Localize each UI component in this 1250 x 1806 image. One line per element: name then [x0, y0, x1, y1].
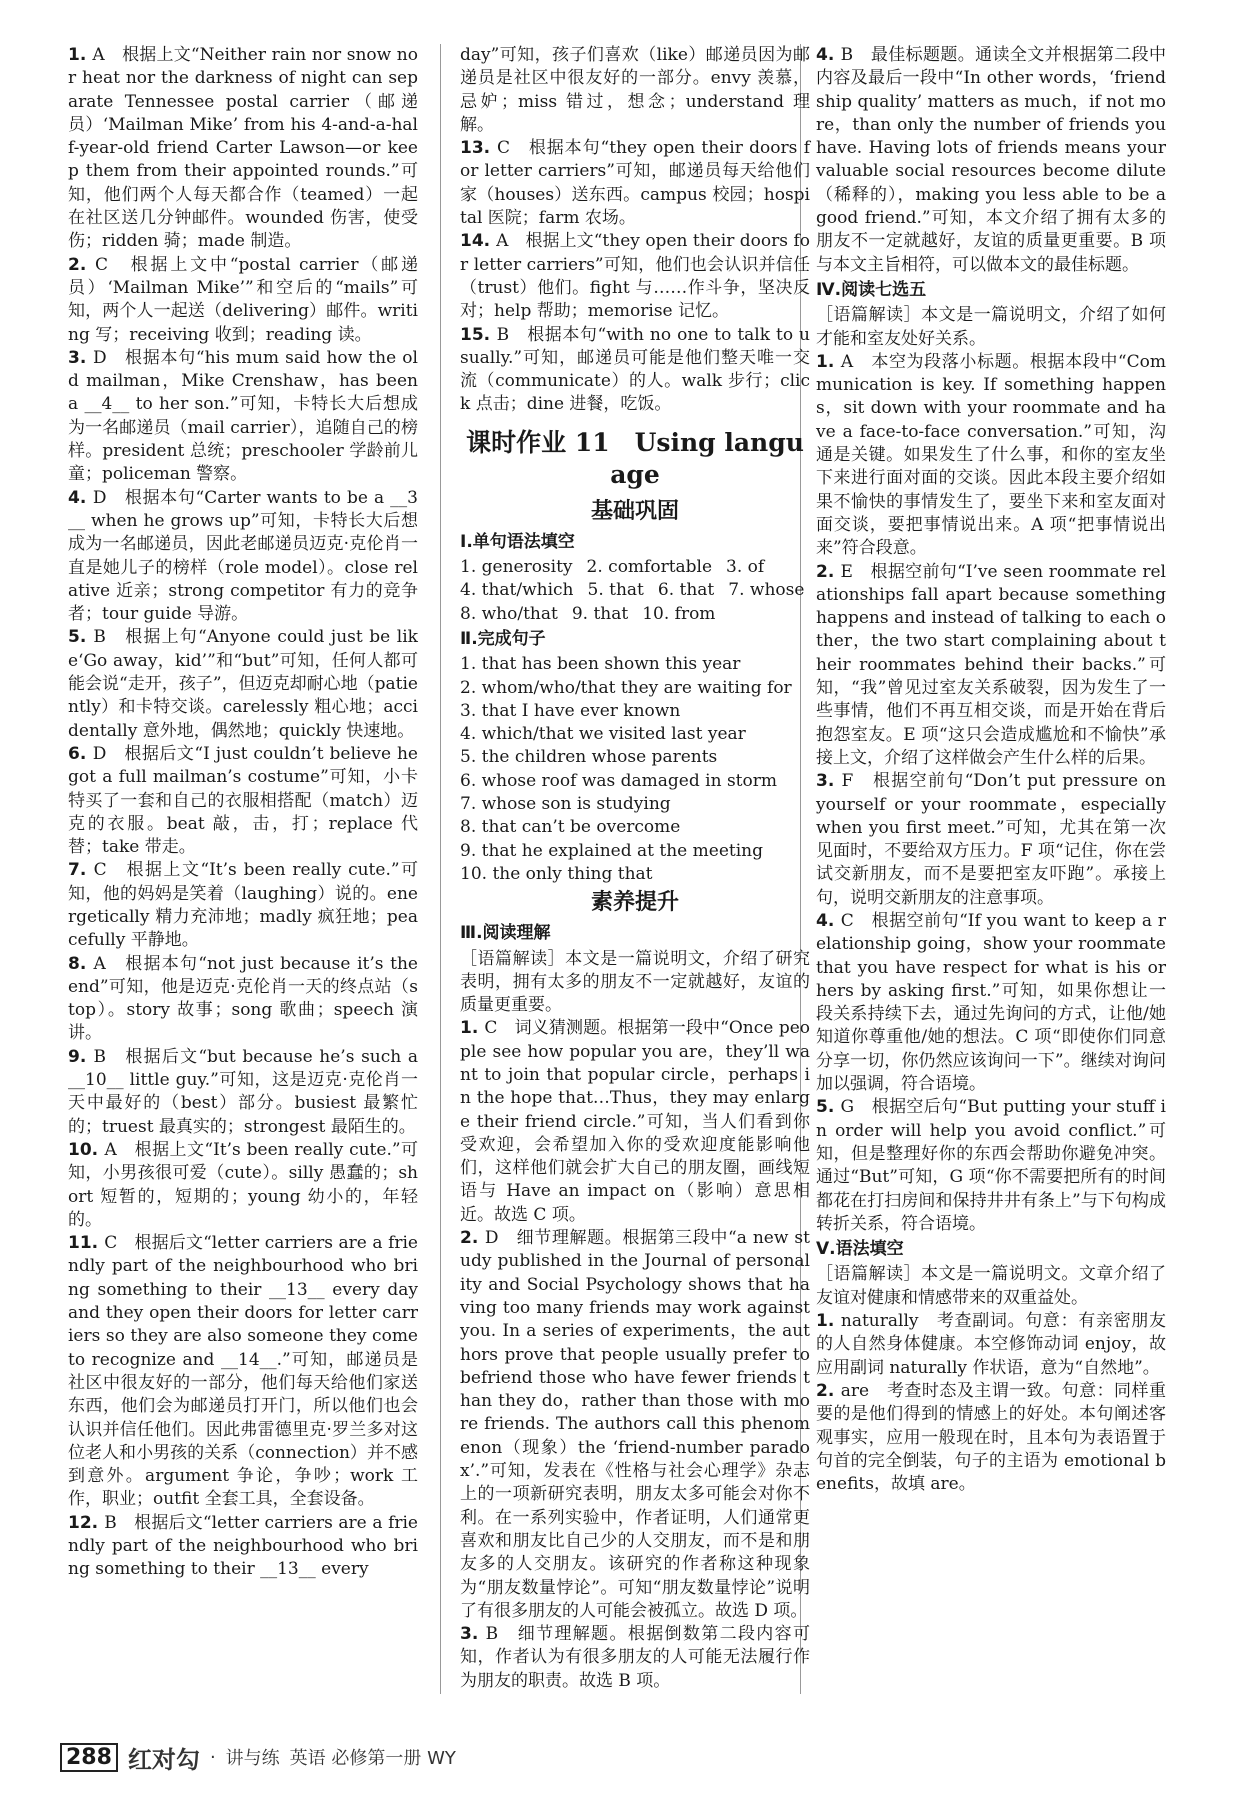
answer-item: [68, 626, 418, 742]
section-advanced: 素养提升: [590, 890, 679, 916]
answer-cell: 8. who/that: [460, 603, 558, 624]
answer-number: 2.: [460, 1228, 485, 1249]
answer-line: 9. that he explained at the meeting: [460, 840, 763, 861]
section-4-title: Ⅳ.阅读七选五: [816, 279, 927, 300]
section-1-title: Ⅰ.单句语法填空: [460, 531, 575, 552]
answer-cell: 2. comfortable: [586, 557, 713, 578]
answer-cell: 5. that: [587, 580, 644, 601]
answer-number: 3.: [816, 771, 842, 792]
answer-text: A 本空为段落小标题。根据本段中“Communication is key. If something happens，sit down with your roommate and have a face-to-face conversation.”可知，沟通是关键。如果发生了什么事，和你的室友坐下来进行面对面的交谈。因此本段主要介绍如果不愉快的事情发生了，要坐下来和室友面对面交谈，要把事情说出来。A 项“把事情说出来”符合段意。: [816, 351, 1166, 559]
answer-text: day”可知，孩子们喜欢（like）邮递员因为邮递员是社区中很友好的一部分。envy 羡慕，忌妒；miss 错过，想念；understand 理解。: [460, 45, 810, 135]
answer-number: 4.: [816, 910, 841, 931]
passage-intro: ［语篇解读］本文是一篇说明文。文章介绍了友谊对健康和情感带来的双重益处。: [816, 1264, 1166, 1308]
answer-text: C 根据本句“they open their doors for letter carriers”可知，邮递员每天给他们家（houses）送东西。campus 校园；hospital 医院；farm 农场。: [460, 138, 810, 229]
answer-item: [816, 351, 1166, 561]
answer-number: 4.: [68, 487, 93, 508]
section-2-title: Ⅱ.完成句子: [460, 628, 546, 649]
page-footer: [60, 1740, 456, 1774]
answer-text: E 根据空前句“I’ve seen roommate relationships fall apart because something happens and instead of talking to each other，the two start complaining about their roommates behind their backs.”可知，“我”曾见过室友关系破裂，因为发生了一些事情，他们不再互相交谈，而是开始在背后抱怨室友。E 项“这只会造成尴尬和不愉快”承接上文，介绍了这样做会产生什么样的后果。: [816, 561, 1166, 768]
answer-number: 11.: [68, 1233, 105, 1254]
answer-item: [816, 910, 1166, 1096]
answer-item: [816, 44, 1166, 277]
section-basic: 基础巩固: [590, 498, 679, 524]
answer-item: [460, 230, 810, 323]
section-5-title: Ⅴ.语法填空: [816, 1239, 904, 1260]
answer-line: 1. that has been shown this year: [460, 654, 741, 675]
answer-text: F 根据空前句“Don’t put pressure on yourself or your roommate，especially when you first meet.”可知，尤其在第一次见面时，不要给双方压力。F 项“记住，你在尝试交新朋友，而不是要把室友吓跑”。承接上句，说明交新朋友的注意事项。: [816, 771, 1166, 908]
answer-item: [460, 1227, 810, 1623]
answer-number: 9.: [68, 1046, 94, 1067]
answer-number: 15.: [460, 324, 497, 345]
answer-text: B 根据后文“letter carriers are a friendly part of the neighbourhood who bring something to their __13__ every: [68, 1512, 418, 1580]
answer-text: A 根据上文“It’s been really cute.”可知，小男孩很可爱（cute）。silly 愚蠢的；short 短暂的，短期的；young 幼小的，年轻的。: [68, 1139, 418, 1230]
answer-number: 1.: [460, 1018, 485, 1039]
answer-text: D 根据本句“Carter wants to be a __3__ when he grows up”可知，卡特长大后想成为一名邮递员，因此老邮递员迈克·克伦肖一直是她儿子的榜样（role model）。close relative 近亲；strong competitor 有力的竞争者；tour guide 导游。: [68, 487, 418, 625]
answer-cell: 10. from: [642, 603, 716, 624]
answer-number: 1.: [68, 45, 93, 65]
answer-text: D 根据后文“I just couldn’t believe he got a full mailman’s costume”可知，小卡特买了一套和自己的衣服相搭配（match）迈克的衣服。beat 敲，击，打；replace 代替；take 带走。: [68, 743, 418, 858]
passage-intro: ［语篇解读］本文是一篇说明文，介绍了如何才能和室友处好关系。: [816, 305, 1166, 349]
reading-answers-continued: [816, 44, 1166, 277]
answer-text: A 根据上文“Neither rain nor snow nor heat nor the darkness of night can separate Tennessee postal carrier（邮递员）‘Mailman Mike’ from his 4-and-a-half-year-old friend Carter Lawson—or keep them from their appointed rounds.”可知，他们两个人每天都合作（teamed）一起在社区送几分钟邮件。wounded 伤害，使受伤；ridden 骑；made 制造。: [68, 45, 418, 252]
answer-number: 7.: [68, 860, 94, 881]
reading-answers: [460, 1017, 810, 1693]
seven-choose-five-answers: [816, 351, 1166, 1236]
answer-line: 2. whom/who/that they are waiting for: [460, 677, 792, 698]
answer-text: A 根据上文“they open their doors for letter carriers”可知，他们也会认识并信任（trust）他们。fight 与……作斗争，坚决反对；help 帮助；memorise 记忆。: [460, 231, 810, 322]
answer-line: 7. whose son is studying: [460, 794, 671, 815]
answer-cell: 3. of: [726, 557, 765, 578]
answer-item: [68, 859, 418, 952]
answer-number: 13.: [460, 138, 497, 159]
brand-logo: 红对勾: [127, 1745, 200, 1774]
answer-item: [460, 137, 810, 230]
answer-line: 10. the only thing that: [460, 863, 653, 884]
answer-item: [816, 1310, 1166, 1380]
answer-cell: 1. generosity: [460, 557, 573, 578]
answer-text: naturally 考查副词。句意：有亲密朋友的人自然身体健康。本空修饰动词 enjoy，故应用副词 naturally 作状语，意为“自然地”。: [816, 1311, 1166, 1378]
page-number: 288: [60, 1743, 118, 1772]
answer-item: [68, 254, 418, 347]
answer-row: [460, 556, 810, 579]
answer-line: 4. which/that we visited last year: [460, 724, 746, 745]
answer-number: 14.: [460, 231, 497, 252]
answer-item: [68, 347, 418, 487]
answer-text: D 细节理解题。根据第三段中“a new study published in the Journal of personality and Social Psychology shows that having too many friends may work against you. In a series of experiments，the authors prove that people usually prefer to befriend those who have fewer friends than they do，rather than those with more friends. The authors call this phenomenon（现象）the ‘friend-number paradox’.”可知，发表在《性格与社会心理学》杂志上的一项新研究表明，朋友太多可能会对你不利。在一系列实验中，作者证明，人们通常更喜欢和朋友比自己少的人交朋友，而不是和朋友多的人交朋友。该研究的作者称这种现象为“朋友数量悖论”。可知“朋友数量悖论”说明了有很多朋友的人可能会被孤立。故选 D 项。: [460, 1228, 810, 1621]
answer-line: 6. whose roof was damaged in storm: [460, 770, 777, 791]
answer-text: D 根据本句“his mum said how the old mailman，Mike Crenshaw，has been a __4__ to her son.”可知，卡特长大后想成为一名邮递员（mail carrier），追随自己的榜样。president 总统；preschooler 学龄前儿童；policeman 警察。: [68, 347, 418, 485]
answer-number: 12.: [68, 1512, 105, 1533]
answer-item: [68, 1232, 418, 1512]
answer-text: C 根据上文中“postal carrier（邮递员）‘Mailman Mike’”和空后的“mails”可知，两个人一起送（delivering）邮件。writing 写；receiving 收到；reading 读。: [68, 254, 418, 345]
answer-item: [68, 743, 418, 859]
answer-number: 5.: [816, 1097, 841, 1118]
series-name: 讲与练: [225, 1748, 280, 1769]
answer-text: C 根据后文“letter carriers are a friendly part of the neighbourhood who bring something to their __13__ every day and they open their doors for letter carriers so they are also someone they come to recognize and __14__.”可知，邮递员是社区中很友好的一部分，他们每天给他们家送东西，他们会为邮递员打开门，所以他们也会认识并信任他们。因此弗雷德里克·罗兰多对这位老人和小男孩的关系（connection）并不感到意外。argument 争论，争吵；work 工作，职业；outfit 全套工具，全套设备。: [68, 1233, 418, 1510]
answer-text: B 细节理解题。根据倒数第二段内容可知，作者认为有很多朋友的人可能无法履行作为朋友的职责。故选 B 项。: [460, 1624, 810, 1691]
answer-list-continued: [460, 44, 810, 417]
answer-text: B 根据本句“with no one to talk to usually.”可知，邮递员可能是他们整天唯一交流（communicate）的人。walk 步行；click 点击；dine 进餐，吃饭。: [460, 324, 810, 415]
answer-number: 2.: [816, 1380, 841, 1401]
answer-item: [68, 487, 418, 627]
answer-text: B 根据后文“but because he’s such a __10__ little guy.”可知，这是迈克·克伦肖一天中最好的（best）部分。busiest 最繁忙的；truest 最真实的；strongest 最陌生的。: [68, 1046, 418, 1137]
answer-number: 2.: [68, 254, 96, 275]
passage-intro: ［语篇解读］本文是一篇说明文，介绍了研究表明，拥有太多的朋友不一定就越好，友谊的质量更重要。: [460, 948, 810, 1016]
answer-item: [68, 1512, 418, 1582]
answer-text: G 根据空后句“But putting your stuff in order will help you avoid conflict.”可知，但是整理好你的东西会帮助你避免冲突。通过“But”可知，G 项“你不需要把所有的时间都花在打扫房间和保持井井有条上”与下句构成转折关系，符合语境。: [816, 1097, 1166, 1234]
answer-cell: 9. that: [571, 603, 629, 624]
sentence-completion-answers: [460, 653, 810, 886]
answer-number: 1.: [816, 351, 841, 372]
column-middle: [460, 44, 810, 1693]
answer-number: 5.: [68, 627, 94, 648]
answer-row: [460, 603, 810, 626]
answer-text: A 根据本句“not just because it’s the end”可知，他是迈克·克伦肖一天的终点站（stop）。story 故事；song 歌曲；speech 演讲。: [68, 953, 418, 1044]
grammar-answers: [816, 1310, 1166, 1496]
answer-item: [68, 44, 418, 254]
answer-number: 10.: [68, 1139, 105, 1160]
answer-item: [460, 1017, 810, 1227]
answer-item: [68, 953, 418, 1046]
answer-number: 3.: [68, 347, 93, 368]
answer-item: [816, 1380, 1166, 1496]
answer-item: [68, 1046, 418, 1139]
answer-item: [460, 44, 810, 137]
column-divider: [440, 44, 441, 1694]
column-left: [68, 44, 418, 1582]
answer-row: [460, 579, 810, 602]
book-title: 英语 必修第一册 WY: [289, 1748, 456, 1769]
lesson-title: 课时作业 11 Using language: [466, 427, 804, 489]
answer-text: B 根据上句“Anyone could just be like‘Go away，kid’”和“but”可知，任何人都可能会说“走开，孩子”，但迈克却耐心地（patiently）和卡特交谈。carelessly 粗心地；accidentally 意外地，偶然地；quickly 快速地。: [68, 627, 418, 741]
answer-item: [460, 1623, 810, 1693]
column-right: [816, 44, 1166, 1496]
answer-text: B 最佳标题题。通读全文并根据第二段中内容及最后一段中“In other words，‘friendship quality’ matters as much，if not more，than only the number of friends you have. Having lots of friends means your valuable social resources become dilute（稀释的），making you less able to be a good friend.”可知，本文介绍了拥有太多的朋友不一定就越好，友谊的质量更重要。B 项与本文主旨相符，可以做本文的最佳标题。: [816, 45, 1166, 275]
answer-text: C 根据空前句“If you want to keep a relationship going，show your roommate that you have respect for what is his or hers by asking first.”可知，如果你想让一段关系持续下去，通过先询问的方式，让他/她知道你尊重他/她的想法。C 项“即使你们同意分享一切，你仍然应该询问一下”。继续对询问加以强调，符合语境。: [816, 910, 1167, 1095]
answer-line: 3. that I have ever known: [460, 700, 681, 721]
answer-text: are 考查时态及主谓一致。句意：同样重要的是他们得到的情感上的好处。本句阐述客观事实，应用一般现在时，且本句为表语置于句首的完全倒装，句子的主语为 emotional benefits，故填 are。: [816, 1380, 1166, 1495]
answer-number: 3.: [460, 1624, 486, 1645]
answer-cell: 4. that/which: [460, 580, 574, 601]
answer-line: 5. the children whose parents: [460, 747, 718, 768]
answer-text: C 词义猜测题。根据第一段中“Once people see how popular you are，they’ll want to join that popular circle，perhaps in the hope that…Thus，they may enlarge their friend circle.”可知，当人们看到你受欢迎，会希望加入你的受欢迎度能影响他们，这样他们就会扩大自己的朋友圈，画线短语与 Have an impact on（影响）意思相近。故选 C 项。: [460, 1018, 810, 1225]
answer-item: [460, 324, 810, 417]
answer-cell: 6. that: [657, 580, 715, 601]
answer-number: 6.: [68, 743, 93, 764]
grammar-fill-answers: [460, 556, 810, 626]
answer-item: [816, 561, 1166, 771]
answer-cell: 7. whose: [728, 580, 805, 601]
answer-number: 8.: [68, 953, 94, 974]
answer-item: [816, 1096, 1166, 1236]
answer-item: [816, 770, 1166, 910]
answer-number: 1.: [816, 1311, 841, 1332]
answer-number: 2.: [816, 561, 841, 582]
section-3-title: Ⅲ.阅读理解: [460, 923, 551, 944]
answer-text: C 根据上文“It’s been really cute.”可知，他的妈妈是笑着（laughing）说的。energetically 精力充沛地；madly 疯狂地；peacefully 平静地。: [68, 860, 418, 951]
series-separator: ·: [209, 1746, 216, 1768]
answer-number: 4.: [816, 45, 841, 65]
answer-item: [68, 1139, 418, 1232]
answer-line: 8. that can’t be overcome: [460, 817, 681, 838]
